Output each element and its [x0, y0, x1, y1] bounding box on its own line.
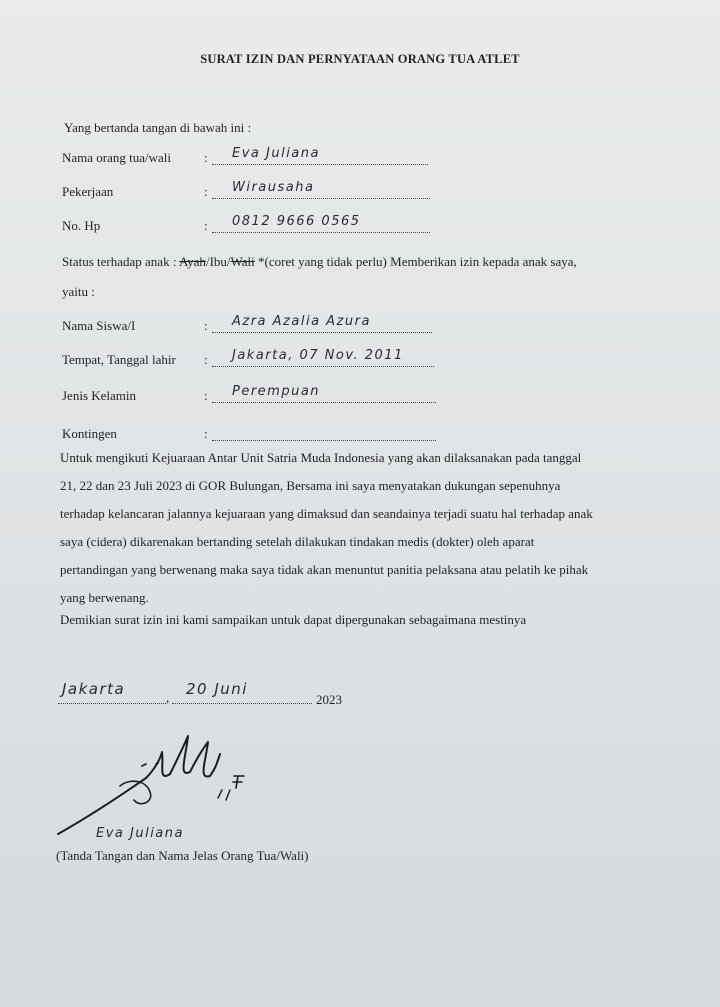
signature-name: Eva Juliana — [96, 826, 184, 841]
date-city: Jakarta — [62, 680, 126, 698]
body-line: yang berwenang. — [60, 590, 149, 605]
handwritten-value: 0812 9666 0565 — [232, 214, 361, 229]
field-parent-name: Nama orang tua/wali : Eva Juliana — [62, 144, 428, 168]
status-option-mother: Ibu — [209, 254, 227, 269]
field-label: Nama orang tua/wali — [62, 150, 172, 165]
status-option-guardian: Wali — [230, 254, 255, 269]
field-student-name: Nama Siswa/I : Azra Azalia Azura — [62, 312, 432, 336]
body-line: saya (cidera) dikarenakan bertanding setelah dilakukan tindakan medis (dokter) oleh aparat — [60, 534, 535, 549]
field-label: Nama Siswa/I — [62, 318, 136, 333]
handwritten-value: Eva Juliana — [232, 146, 320, 161]
intro-text: Yang bertanda tangan di bawah ini : — [64, 120, 252, 135]
closing-text: Demikian surat izin ini kami sampaikan untuk dapat dipergunakan sebagaimana mestinya — [60, 612, 527, 627]
body-line: pertandingan yang berwenang maka saya tidak akan menuntut panitia pelaksana atau pelatih ke pihak — [60, 562, 589, 577]
handwritten-value: Jakarta, 07 Nov. 2011 — [232, 348, 404, 363]
body-line: 21, 22 dan 23 Juli 2023 di GOR Bulungan, Bersama ini saya menyatakan dukungan sepenuhnya — [60, 478, 561, 493]
status-line-2: yaitu : — [62, 284, 95, 299]
status-line: Status terhadap anak : Ayah/Ibu/Wali *(coret yang tidak perlu) Memberikan izin kepada anak saya, — [62, 254, 577, 269]
field-label: Tempat, Tanggal lahir — [62, 352, 176, 367]
signature-caption: (Tanda Tangan dan Nama Jelas Orang Tua/Wali) — [56, 848, 309, 863]
field-parent-job: Pekerjaan : Wirausaha — [62, 178, 430, 202]
field-label: No. Hp — [62, 218, 101, 233]
body-line: terhadap kelancaran jalannya kejuaraan yang dimaksud dan seandainya terjadi suatu hal terhadap anak — [60, 506, 593, 521]
letter-title: SURAT IZIN DAN PERNYATAAN ORANG TUA ATLET — [200, 52, 520, 66]
field-label: Pekerjaan — [62, 184, 114, 199]
handwritten-value: Wirausaha — [232, 180, 315, 195]
field-student-birth: Tempat, Tanggal lahir : Jakarta, 07 Nov. 2011 — [62, 346, 434, 370]
date-day-month: 20 Juni — [186, 680, 248, 698]
field-label: Jenis Kelamin — [62, 388, 137, 403]
field-student-contingent: Kontingen : — [62, 420, 436, 444]
date-year: 2023 — [316, 692, 342, 707]
permission-letter: SURAT IZIN DAN PERNYATAAN ORANG TUA ATLET Yang bertanda tangan di bawah ini : Nama orang tua/wali : Eva Juliana Pekerjaan : Wirausaha No. Hp : 0812 9666 0565 Status terhadap anak : Ayah/Ibu/Wali *(coret yang tidak perlu) Memberikan izin kepada anak saya, yaitu : Nama Siswa/I : Azra Azalia Azura Tempat, Tanggal lahir : Jakarta, 07 Nov. 2011 Jenis Kelamin : Perempuan Kontingen : Untuk mengikuti Kejuaraan Antar Unit Satria Muda Indonesia yang akan dilaksanakan pada tanggal 21, 22 dan 23 Juli 2023 di GOR Bulungan, Bersama ini saya menyatakan dukungan sepenuhnya terhadap kelancaran jalannya kejuaraan yang dimaksud dan seandainya terjadi suatu hal terhadap anak saya (cidera) dikarenakan bertanding setelah dilakukan tindakan medis (dokter) oleh aparat pertandingan yang berwenang maka saya tidak akan menuntut panitia pelaksana atau pelatih ke pihak yang berwenang. Demikian surat izin ini kami sampaikan untuk dapat dipergunakan sebagaimana mestinya Jakarta , 20 Juni 2023 Eva Juliana (Tanda Tangan dan Nama Jelas Orang Tua/Wali) — [0, 0, 720, 1007]
body-paragraph — [60, 444, 656, 612]
field-label: Kontingen — [62, 426, 117, 441]
handwritten-value: Perempuan — [232, 384, 321, 399]
field-parent-phone: No. Hp : 0812 9666 0565 — [62, 212, 430, 236]
body-line: Untuk mengikuti Kejuaraan Antar Unit Satria Muda Indonesia yang akan dilaksanakan pada tanggal — [60, 450, 582, 465]
field-student-gender: Jenis Kelamin : Perempuan — [62, 382, 436, 406]
signature-scribble — [50, 730, 290, 840]
status-option-father: Ayah — [178, 254, 206, 269]
handwritten-value: Azra Azalia Azura — [232, 314, 371, 329]
